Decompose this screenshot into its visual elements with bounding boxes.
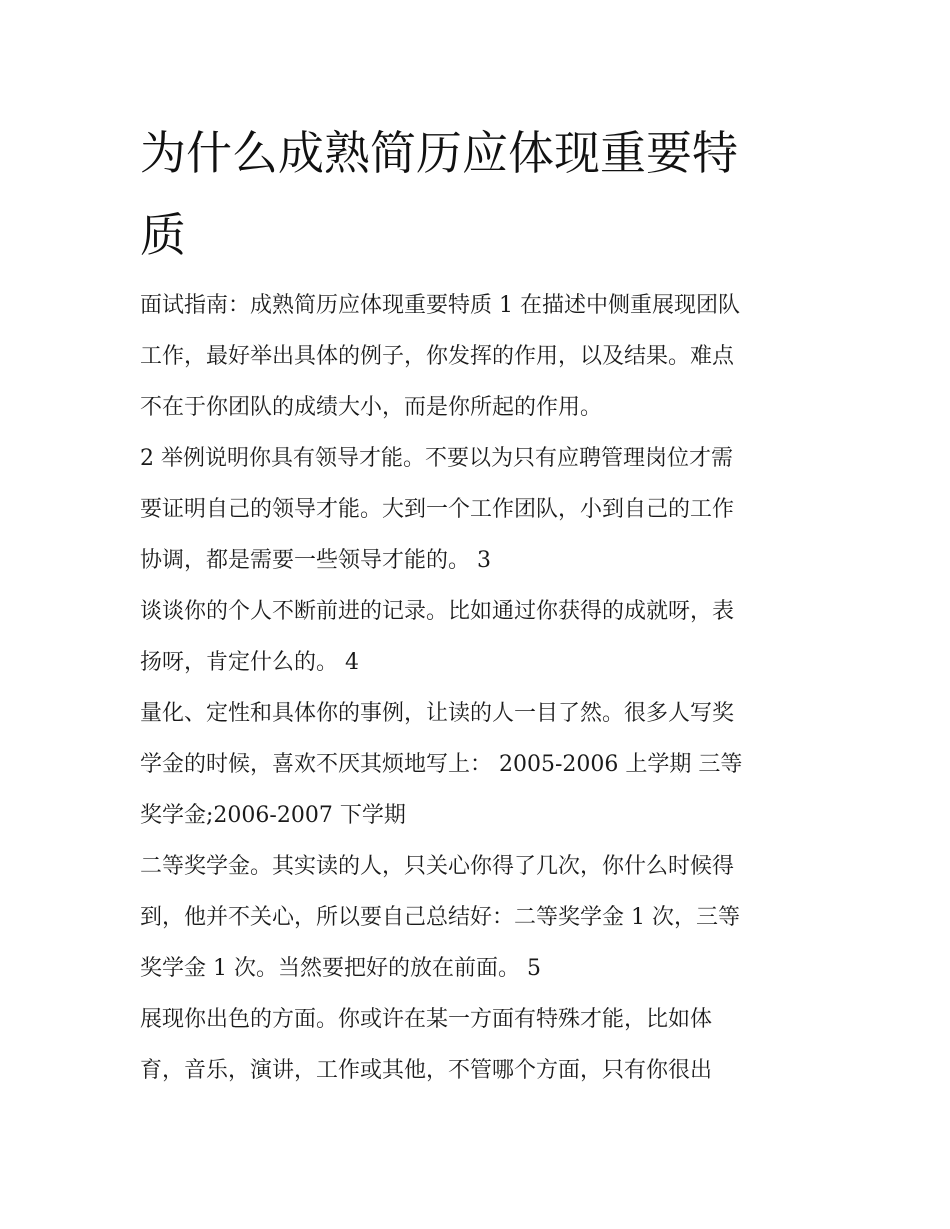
title-line: 为什么成熟简历应体现重要特 xyxy=(140,126,738,180)
body-line: 二等奖学金。其实读的人，只关心你得了几次，你什么时候得 xyxy=(140,854,735,879)
title-line: 质 xyxy=(140,208,186,262)
body-line: 量化、定性和具体你的事例，让读的人一目了然。很多人写奖 xyxy=(140,701,735,726)
body-line: 工作，最好举出具体的例子，你发挥的作用，以及结果。难点 xyxy=(140,344,735,369)
body-line: 奖学金;2006-2007 下学期 xyxy=(140,803,406,828)
body-line: 扬呀，肯定什么的。 4 xyxy=(140,650,359,675)
body-line: 育，音乐，演讲，工作或其他，不管哪个方面，只有你很出 xyxy=(140,1058,713,1083)
body-line: 协调，都是需要一些领导才能的。 3 xyxy=(140,548,491,573)
body-line: 2 举例说明你具有领导才能。不要以为只有应聘管理岗位才需 xyxy=(140,446,733,471)
body-line: 展现你出色的方面。你或许在某一方面有特殊才能，比如体 xyxy=(140,1007,713,1032)
body-line: 奖学金 1 次。当然要把好的放在前面。 5 xyxy=(140,956,541,981)
document-title xyxy=(140,112,820,276)
body-line: 要证明自己的领导才能。大到一个工作团队，小到自己的工作 xyxy=(140,497,735,522)
document-body xyxy=(140,280,820,1096)
body-line: 谈谈你的个人不断前进的记录。比如通过你获得的成就呀，表 xyxy=(140,599,735,624)
body-line: 面试指南：成熟简历应体现重要特质 1 在描述中侧重展现团队 xyxy=(140,293,740,318)
body-line: 不在于你团队的成绩大小，而是你所起的作用。 xyxy=(140,395,603,420)
body-line: 学金的时候，喜欢不厌其烦地写上： 2005-2006 上学期 三等 xyxy=(140,752,743,777)
body-line: 到，他并不关心，所以要自己总结好：二等奖学金 1 次，三等 xyxy=(140,905,740,930)
